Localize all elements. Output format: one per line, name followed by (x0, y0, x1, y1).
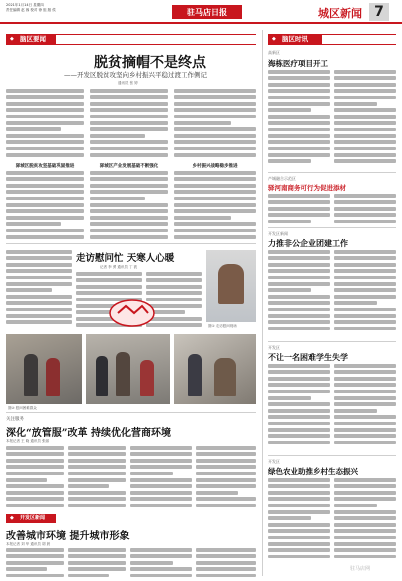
section-banner-small: ◆ 开发区新闻 (6, 514, 56, 523)
article-column (68, 548, 126, 578)
article-column (90, 171, 168, 241)
news-tag: 开发区新闻 (268, 231, 288, 236)
article-column (90, 89, 168, 161)
article-headline: 深化“放管服”改革 持续优化营商环境 (6, 428, 171, 439)
news-body (268, 70, 330, 170)
article-byline: 本报记者 王 晓 通讯员 张丽 (6, 439, 49, 443)
page-number: 7 (369, 3, 389, 21)
news-body (268, 194, 330, 224)
news-divider (268, 227, 396, 228)
article-column (6, 89, 84, 161)
article-byline: 本报记者 刘 华 通讯员 胡 晨 (6, 542, 51, 546)
photo-caption: 图① 走访慰问现场 (208, 324, 237, 328)
news-headline: 不让一名困难学生失学 (268, 352, 348, 362)
news-body (268, 478, 330, 562)
news-body (334, 250, 396, 338)
article-kicker: 关注服务 (6, 417, 24, 422)
photo-visit-3 (174, 334, 256, 404)
article-column (6, 548, 64, 578)
photo-portrait (206, 250, 256, 322)
column-separator (262, 30, 263, 576)
news-headline: 绿色农业助推乡村生态振兴 (268, 467, 358, 476)
section-divider (6, 412, 256, 413)
news-headline: 海栋医疗项目开工 (268, 59, 328, 68)
photo-caption: 图② 慰问困难群众 (8, 406, 37, 410)
main-headline: 脱贫摘帽不是终点 (94, 55, 206, 71)
subhead: 驿城区产业发展基础不断强化 (99, 164, 159, 169)
news-headline: 驿河南商务可行为促进添材 (268, 184, 346, 192)
article-column (196, 548, 256, 578)
banner-rule (56, 34, 256, 45)
news-tag: 开发区 (268, 459, 280, 464)
main-byline: 通讯员 张 婷 (118, 81, 138, 85)
feature-headline: 走访慰问忙 天寒人心暖 (76, 253, 175, 264)
article-column (6, 446, 64, 510)
news-tag: 开发区 (268, 345, 280, 350)
article-column (196, 446, 256, 510)
article-column (174, 89, 256, 161)
news-divider (268, 455, 396, 456)
news-body (334, 478, 396, 562)
news-body (334, 194, 396, 224)
section-banner-right: ◆ 脑区时讯 (268, 34, 322, 45)
stamp-logo-icon (108, 298, 156, 328)
feature-byline: 记者 李 勇 通讯员 丁 波 (100, 265, 138, 269)
section-banner-left: ◆ 脑区要闻 (6, 34, 56, 45)
news-body (268, 250, 330, 338)
article-column (174, 171, 256, 241)
article-column (68, 446, 126, 510)
article-column (6, 171, 84, 241)
article-column (130, 548, 192, 578)
newspaper-logo: 驻马店日报 (172, 5, 242, 19)
section-title: 城区新闻 (318, 7, 362, 20)
article-headline: 改善城市环境 提升城市形象 (6, 531, 130, 542)
banner-rule (322, 34, 396, 45)
masthead (0, 0, 402, 24)
section-divider (6, 243, 256, 244)
news-divider (268, 172, 396, 173)
article-column (6, 250, 72, 330)
main-subheadline: ——开发区脱贫攻坚向乡村振兴平稳过渡工作侧记 (64, 71, 207, 79)
news-tag: 产城融合示范区 (268, 176, 296, 181)
news-body (334, 364, 396, 452)
article-column (130, 446, 192, 510)
photo-visit-1 (6, 334, 82, 404)
site-watermark: 驻马店网 (350, 566, 371, 572)
subhead: 驿城区脱贫攻坚基础巩固推进 (15, 164, 75, 169)
photo-visit-2 (86, 334, 170, 404)
news-headline: 力推非公企业团建工作 (268, 238, 348, 248)
news-tag: 高新区 (268, 50, 280, 55)
issue-date: 2021年1月14日 星期四 责任编辑 赵 蓉 校对 徐 组 版 侯 (6, 3, 56, 12)
news-body (334, 70, 396, 170)
news-divider (268, 341, 396, 342)
subhead: 乡村振兴战略稳步推进 (192, 164, 238, 169)
news-body (268, 364, 330, 452)
